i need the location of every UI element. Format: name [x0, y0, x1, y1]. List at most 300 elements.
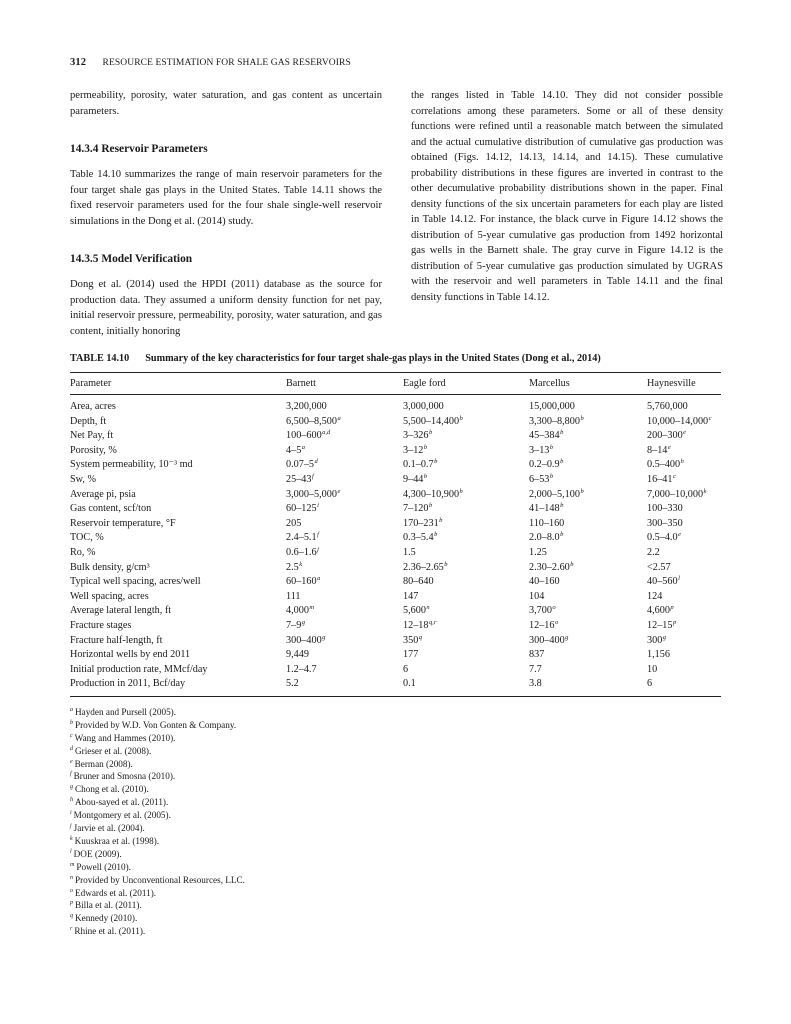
cell-text: 170–231	[403, 517, 439, 529]
footnote-text: Grieser et al. (2008).	[75, 745, 152, 756]
footnote-mark: e	[70, 758, 73, 765]
footnote-text: Wang and Hammes (2010).	[74, 732, 176, 743]
value-cell	[286, 531, 403, 546]
cell-text: Ro, %	[70, 546, 96, 558]
cell-text: 3,000–5,000	[286, 488, 337, 500]
cell-text: 3–326	[403, 430, 429, 442]
cell-text: Horizontal wells by end 2011	[70, 649, 191, 661]
value-cell	[529, 634, 647, 649]
cell-text: 2.0–8.0	[529, 532, 560, 544]
footnote-reference: b	[459, 487, 463, 495]
parameter-cell	[70, 634, 286, 649]
footnote	[70, 848, 721, 861]
cell-text: Area, acres	[70, 401, 116, 412]
cell-text: 6–53	[529, 473, 550, 485]
parameter-cell	[70, 502, 286, 517]
footnote-reference: g	[565, 633, 569, 641]
value-cell	[286, 575, 403, 590]
parameter-cell	[70, 619, 286, 634]
cell-text: 100–600	[286, 430, 322, 442]
cell-text: 7,000–10,000	[647, 488, 704, 500]
footnote-reference: b	[428, 502, 433, 510]
footnote-mark: b	[70, 719, 73, 726]
cell-text: 104	[529, 590, 545, 602]
footnote	[70, 887, 721, 900]
footnote-mark: j	[70, 823, 72, 830]
footnote-mark: n	[70, 874, 73, 881]
intro-paragraph: permeability, porosity, water saturation, and gas content as uncertain parameters.	[70, 90, 382, 117]
footnote-reference: b	[434, 531, 438, 539]
footnote-reference: a	[337, 414, 341, 422]
value-cell	[529, 444, 647, 459]
value-cell	[403, 502, 529, 517]
cell-text: 80–640	[403, 576, 434, 588]
value-cell	[529, 648, 647, 663]
column-header-haynesville: Haynesville	[647, 378, 696, 389]
page-number: 312	[70, 57, 87, 68]
cell-text: 3.8	[529, 678, 542, 690]
value-cell	[286, 648, 403, 663]
footnote-text: Abou-sayed et al. (2011).	[75, 797, 169, 808]
footnote-mark: r	[70, 926, 73, 933]
footnote-reference: i	[317, 502, 319, 510]
cell-text: <2.57	[647, 561, 671, 573]
cell-text: Initial production rate, MMcf/day	[70, 663, 208, 675]
cell-text: 10,000–14,000	[647, 415, 709, 427]
footnote-reference: b	[434, 458, 438, 466]
cell-text: 15,000,000	[529, 401, 575, 412]
parameter-cell	[70, 488, 286, 503]
footnote	[70, 925, 721, 938]
cell-text: 0.6–1.6	[286, 546, 317, 558]
value-cell	[647, 677, 721, 696]
cell-text: 6	[403, 663, 409, 675]
cell-text: 837	[529, 649, 545, 661]
footnote-mark: m	[70, 861, 75, 868]
data-table	[70, 372, 721, 697]
cell-text: 12–16	[529, 619, 555, 631]
cell-text: Porosity, %	[70, 444, 117, 456]
value-cell	[403, 488, 529, 503]
value-cell	[529, 604, 647, 619]
footnote-mark: f	[70, 771, 72, 778]
cell-text: TOC, %	[70, 532, 104, 544]
value-cell	[529, 561, 647, 576]
value-cell	[529, 531, 647, 546]
value-cell	[529, 677, 647, 696]
value-cell	[529, 619, 647, 634]
footnote-text: Provided by Unconventional Resources, LLC.	[75, 874, 245, 885]
table-row	[70, 473, 721, 488]
value-cell	[529, 429, 647, 444]
footnote-reference: d	[314, 458, 318, 466]
cell-text: 16–41	[647, 473, 673, 485]
value-cell	[647, 546, 721, 561]
cell-text: 300–350	[647, 517, 683, 529]
cell-text: 2.36–2.65	[403, 561, 444, 573]
footnote-text: DOE (2009).	[73, 848, 122, 859]
footnote	[70, 770, 721, 783]
footnote-reference: b	[580, 487, 584, 495]
running-head	[70, 57, 351, 68]
footnote-mark: c	[70, 732, 73, 739]
cell-text: 2.2	[647, 546, 660, 558]
value-cell	[647, 502, 721, 517]
cell-text: 6,500–8,500	[286, 415, 337, 427]
footnote-mark: h	[70, 797, 73, 804]
table-row	[70, 575, 721, 590]
footnote-text: Powell (2010).	[76, 861, 131, 872]
footnote	[70, 758, 721, 771]
value-cell	[286, 429, 403, 444]
value-cell	[286, 590, 403, 605]
cell-text: 5.2	[286, 678, 299, 690]
parameter-cell	[70, 561, 286, 576]
value-cell	[286, 502, 403, 517]
parameter-cell	[70, 575, 286, 590]
footnote-reference: h	[680, 458, 684, 466]
cell-text: 12–18	[403, 619, 429, 631]
cell-text: 0.5–400	[647, 459, 681, 471]
cell-text: 9,449	[286, 649, 309, 661]
value-cell	[403, 561, 529, 576]
footnote-reference: q	[418, 633, 423, 641]
value-cell	[403, 677, 529, 696]
cell-text: 2.4–5.1	[286, 532, 317, 544]
parameter-cell	[70, 415, 286, 430]
table-row	[70, 395, 721, 415]
footnote-reference: b	[560, 429, 564, 437]
table-body	[70, 395, 721, 697]
cell-text: 45–384	[529, 430, 560, 442]
footnote-text: Montgomery et al. (2005).	[73, 810, 171, 821]
cell-text: 0.5–4.0	[647, 532, 678, 544]
value-cell	[529, 590, 647, 605]
value-cell	[403, 458, 529, 473]
value-cell	[403, 648, 529, 663]
value-cell	[403, 429, 529, 444]
cell-text: Average lateral length, ft	[70, 605, 172, 617]
value-cell	[529, 517, 647, 532]
table-row	[70, 677, 721, 696]
footnote-mark: q	[70, 913, 73, 920]
value-cell	[647, 517, 721, 532]
value-cell	[286, 677, 403, 696]
footnote	[70, 861, 721, 874]
footnote-reference: b	[444, 560, 448, 568]
value-cell	[286, 444, 403, 459]
table-row	[70, 663, 721, 678]
parameter-cell	[70, 663, 286, 678]
value-cell	[647, 619, 721, 634]
footnote-reference: a	[301, 443, 306, 451]
cell-text: 147	[403, 590, 419, 602]
value-cell	[647, 395, 721, 415]
cell-text: 41–148	[529, 503, 560, 515]
footnote-reference: g	[322, 633, 326, 641]
footnote-text: Berman (2008).	[74, 758, 133, 769]
cell-text: 5,760,000	[647, 401, 688, 412]
footnote-text: Bruner and Smosna (2010).	[73, 771, 176, 782]
cell-text: Depth, ft	[70, 415, 107, 427]
value-cell	[403, 575, 529, 590]
value-cell	[403, 590, 529, 605]
cell-text: 1,156	[647, 649, 670, 661]
cell-text: 100–330	[647, 503, 683, 515]
table-row	[70, 648, 721, 663]
footnote	[70, 719, 721, 732]
footnote-reference: p	[672, 618, 677, 626]
value-cell	[286, 473, 403, 488]
footnote-reference: a,d	[322, 429, 331, 437]
cell-text: 0.1	[403, 678, 416, 690]
footnote	[70, 706, 721, 719]
footnote-reference: e	[667, 443, 671, 451]
footnote-reference: e	[337, 487, 341, 495]
value-cell	[286, 546, 403, 561]
footnote-reference: b	[439, 516, 443, 524]
table-footnotes	[70, 706, 721, 938]
footnote-mark: l	[70, 848, 72, 855]
parameter-cell	[70, 677, 286, 696]
value-cell	[403, 546, 529, 561]
footnote	[70, 796, 721, 809]
cell-text: Sw, %	[70, 473, 96, 485]
value-cell	[286, 488, 403, 503]
cell-text: 350	[403, 634, 419, 646]
footnote-reference: j	[317, 545, 319, 553]
cell-text: 3–13	[529, 444, 550, 456]
value-cell	[647, 473, 721, 488]
footnote-reference: e	[683, 429, 687, 437]
parameter-cell	[70, 546, 286, 561]
right-column-body: the ranges listed in Table 14.10. They did not consider possible correlations among these parameters. Some or all of these density functions were refined until a reasonable match between the simulated and the actual cumulative distribution of cumulative gas production was obtained (Figs. 14.12, 14.13, 14.14, and 14.15). These cumulative probability distributions in these figures are inverted in contrast to the other decumulative probability distributions shown in the paper. Final density functions of the six uncertain parameters for each play are listed in Table 14.12. For instance, the black curve in Figure 14.12 shows the distribution of 5-year cumulative gas production from 1492 horizontal gas wells in the Barnett shale. The gray curve in Figure 14.12 is the distribution of 5-year cumulative gas production simulated by UGRAS with the reservoir and well parameters in Table 14.11 and the final density functions in Table 14.12.	[411, 90, 723, 303]
footnote-reference: c	[672, 472, 676, 480]
parameter-cell	[70, 473, 286, 488]
cell-text: Gas content, scf/ton	[70, 503, 152, 515]
value-cell	[529, 502, 647, 517]
footnote-mark: d	[70, 745, 73, 752]
footnote-reference: b	[459, 414, 463, 422]
cell-text: 110–160	[529, 517, 565, 529]
parameter-cell	[70, 429, 286, 444]
value-cell	[647, 663, 721, 678]
cell-text: 3,700	[529, 605, 552, 617]
footnote-mark: p	[70, 900, 73, 907]
parameter-cell	[70, 590, 286, 605]
value-cell	[403, 531, 529, 546]
cell-text: Fracture half-length, ft	[70, 634, 163, 646]
cell-text: 300–400	[286, 634, 322, 646]
cell-text: 5,600	[403, 605, 426, 617]
footnote-reference: b	[423, 472, 428, 480]
cell-text: 10	[647, 663, 658, 675]
cell-text: Average pi, psia	[70, 488, 136, 500]
footnote-reference: f	[311, 472, 314, 480]
table-row	[70, 415, 721, 430]
footnote-mark: a	[70, 706, 73, 713]
footnote-reference: b	[549, 443, 554, 451]
parameter-cell	[70, 531, 286, 546]
footnote-reference: k	[703, 487, 707, 495]
cell-text: 6	[647, 678, 653, 690]
parameter-cell	[70, 395, 286, 415]
footnote-text: Billa et al. (2011).	[75, 900, 142, 911]
cell-text: 111	[286, 590, 301, 602]
cell-text: Production in 2011, Bcf/day	[70, 678, 186, 690]
value-cell	[403, 473, 529, 488]
table-row	[70, 619, 721, 634]
value-cell	[529, 575, 647, 590]
table-row	[70, 561, 721, 576]
value-cell	[529, 458, 647, 473]
cell-text: 5,500–14,400	[403, 415, 460, 427]
table-row	[70, 458, 721, 473]
parameter-cell	[70, 444, 286, 459]
table-row	[70, 502, 721, 517]
value-cell	[647, 604, 721, 619]
value-cell	[403, 395, 529, 415]
value-cell	[529, 415, 647, 430]
footnote-reference: n	[426, 604, 430, 612]
table-label: TABLE 14.10	[70, 353, 130, 364]
footnote-reference: b	[560, 531, 564, 539]
cell-text: Well spacing, acres	[70, 590, 149, 602]
cell-text: 177	[403, 649, 419, 661]
footnote-reference: b	[580, 414, 584, 422]
column-header-marcellus: Marcellus	[529, 378, 570, 389]
value-cell	[647, 415, 721, 430]
footnote-reference: e	[678, 531, 681, 539]
cell-text: Fracture stages	[70, 619, 132, 631]
footnote	[70, 822, 721, 835]
value-cell	[286, 395, 403, 415]
table-14-10	[70, 352, 721, 938]
footnote-text: Hayden and Pursell (2005).	[75, 706, 177, 717]
section-heading-model-verification: 14.3.5 Model Verification	[70, 253, 193, 265]
table-row	[70, 604, 721, 619]
value-cell	[286, 458, 403, 473]
parameter-cell	[70, 604, 286, 619]
value-cell	[647, 429, 721, 444]
cell-text: 300	[647, 634, 663, 646]
left-column	[70, 88, 382, 339]
value-cell	[647, 531, 721, 546]
value-cell	[529, 546, 647, 561]
cell-text: 12–15	[647, 619, 673, 631]
footnote-reference: b	[560, 458, 564, 466]
footnote-reference: q,r	[428, 618, 437, 626]
footnote-mark: o	[70, 887, 73, 894]
value-cell	[647, 648, 721, 663]
cell-text: 9–44	[403, 473, 424, 485]
cell-text: 2,000–5,100	[529, 488, 580, 500]
value-cell	[286, 663, 403, 678]
cell-text: Net Pay, ft	[70, 430, 114, 442]
value-cell	[403, 444, 529, 459]
footnote	[70, 783, 721, 796]
value-cell	[286, 517, 403, 532]
value-cell	[286, 634, 403, 649]
footnote	[70, 809, 721, 822]
cell-text: 1.5	[403, 546, 416, 558]
value-cell	[286, 415, 403, 430]
cell-text: 3,300–8,800	[529, 415, 580, 427]
footnote	[70, 835, 721, 848]
table-title: Summary of the key characteristics for four target shale-gas plays in the United States (Dong et al., 2014)	[145, 353, 601, 364]
cell-text: 0.1–0.7	[403, 459, 434, 471]
value-cell	[403, 517, 529, 532]
cell-text: 300–400	[529, 634, 565, 646]
value-cell	[647, 634, 721, 649]
cell-text: System permeability, 10⁻³ md	[70, 459, 193, 471]
table-row	[70, 634, 721, 649]
cell-text: 1.2–4.7	[286, 663, 317, 675]
value-cell	[529, 395, 647, 415]
cell-text: 8–14	[647, 444, 668, 456]
cell-text: 40–160	[529, 576, 560, 588]
cell-text: 205	[286, 517, 302, 529]
cell-text: 40–560	[647, 576, 678, 588]
footnote-text: Chong et al. (2010).	[75, 784, 149, 795]
value-cell	[403, 619, 529, 634]
footnote-text: Provided by W.D. Von Gonten & Company.	[75, 719, 237, 730]
value-cell	[286, 619, 403, 634]
value-cell	[647, 575, 721, 590]
cell-text: 25–43	[286, 473, 312, 485]
table-row	[70, 488, 721, 503]
table-header-row	[70, 373, 721, 395]
footnote	[70, 732, 721, 745]
cell-text: 4–5	[286, 444, 302, 456]
footnote-mark: k	[70, 835, 73, 842]
right-column	[411, 88, 723, 305]
cell-text: 4,300–10,900	[403, 488, 460, 500]
footnote-reference: o	[552, 604, 556, 612]
footnote-reference: a	[317, 575, 321, 583]
footnote-text: Jarvie et al. (2004).	[73, 823, 145, 834]
parameter-cell	[70, 458, 286, 473]
footnote-reference: m	[309, 604, 315, 612]
footnote-reference: b	[423, 443, 428, 451]
parameter-cell	[70, 517, 286, 532]
footnote-text: Kennedy (2010).	[75, 913, 138, 924]
column-header-barnett: Barnett	[286, 378, 316, 389]
parameter-cell	[70, 648, 286, 663]
section-body-model-verification: Dong et al. (2014) used the HPDI (2011) database as the source for production data. They assumed a uniform density function for net pay, initial reservoir pressure, permeability, porosity, water saturation, and gas content, initially honoring	[70, 279, 382, 337]
cell-text: 0.3–5.4	[403, 532, 434, 544]
section-heading-reservoir-parameters: 14.3.4 Reservoir Parameters	[70, 143, 208, 155]
cell-text: 0.2–0.9	[529, 459, 560, 471]
value-cell	[647, 561, 721, 576]
value-cell	[647, 458, 721, 473]
cell-text: 4,600	[647, 605, 670, 617]
cell-text: 2.5	[286, 561, 299, 573]
cell-text: 1.25	[529, 546, 547, 558]
footnote-reference: f	[317, 531, 319, 539]
value-cell	[647, 590, 721, 605]
footnote-reference: b	[549, 472, 554, 480]
cell-text: 0.07–5	[286, 459, 315, 471]
cell-text: 4,000	[286, 605, 309, 617]
cell-text: 60–160	[286, 576, 317, 588]
footnote-reference: b	[570, 560, 574, 568]
cell-text: 200–300	[647, 430, 683, 442]
cell-text: 3–12	[403, 444, 424, 456]
footnote-text: Kuuskraa et al. (1998).	[74, 835, 160, 846]
footnote-reference: p	[670, 604, 674, 612]
table-row	[70, 531, 721, 546]
